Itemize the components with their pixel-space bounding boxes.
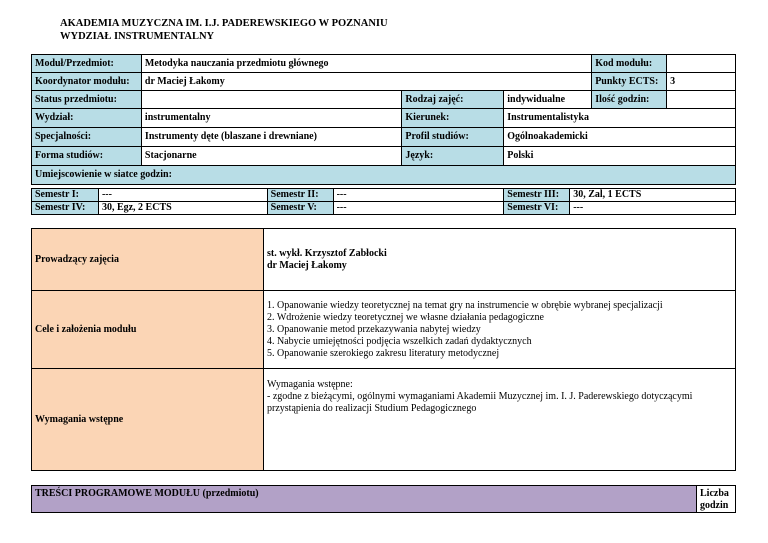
module-details-table (31, 228, 736, 471)
cele-value (264, 291, 736, 369)
umiejscowienie-label: Umiejscowienie w siatce godzin: (32, 166, 736, 185)
liczba-godzin-header (697, 486, 736, 513)
modul-value: Metodyka nauczania przedmiotu głównego (141, 55, 591, 73)
cele-line: 1. Opanowanie wiedzy teoretycznej na temat gry na instrumencie w obrębie wybranej specjalizacji (267, 299, 663, 311)
profil-value: Ogólnoakademicki (504, 128, 736, 147)
semester-4-label: Semestr IV: (32, 202, 99, 215)
status-label: Status przedmiotu: (32, 91, 142, 109)
specjalnosci-label: Specjalności: (32, 128, 142, 147)
prowadzacy-line: dr Maciej Łakomy (267, 259, 347, 271)
semester-4-value: 30, Egz, 2 ECTS (98, 202, 267, 215)
semester-2-value: --- (333, 189, 504, 202)
wymagania-line: - zgodne z bieżącymi, ogólnymi wymaganiami Akademii Muzycznej im. I. J. Paderewskiego dotyczącymi (267, 391, 693, 402)
status-value (141, 91, 401, 109)
cele-line: 3. Opanowanie metod przekazywania nabytej wiedzy (267, 323, 481, 335)
semester-1-label: Semestr I: (32, 189, 99, 202)
cele-line: 2. Wdrożenie wiedzy teoretycznej we własne działania pedagogiczne (267, 311, 544, 323)
koordynator-label: Koordynator modułu: (32, 73, 142, 91)
jezyk-label: Język: (402, 147, 504, 166)
module-info-table (31, 54, 736, 185)
semester-2-label: Semestr II: (267, 189, 333, 202)
rodzaj-label: Rodzaj zajęć: (402, 91, 504, 109)
semester-1-value: --- (98, 189, 267, 202)
semester-6-label: Semestr VI: (504, 202, 570, 215)
wydzial-label: Wydział: (32, 109, 142, 128)
wymagania-line: Wymagania wstępne: (267, 379, 353, 390)
semester-6-value: --- (570, 202, 736, 215)
semester-3-value: 30, Zal, 1 ECTS (570, 189, 736, 202)
prowadzacy-line: st. wykł. Krzysztof Zabłocki (267, 247, 387, 259)
semester-5-label: Semestr V: (267, 202, 333, 215)
ects-label: Punkty ECTS: (592, 73, 667, 91)
godzin-label: Ilość godzin: (592, 91, 667, 109)
kod-value (667, 55, 736, 73)
semester-3-label: Semestr III: (504, 189, 570, 202)
wymagania-label: Wymagania wstępne (32, 369, 264, 471)
koordynator-value: dr Maciej Łakomy (141, 73, 591, 91)
semester-table (31, 188, 736, 215)
academy-name: AKADEMIA MUZYCZNA IM. I.J. PADEREWSKIEGO W POZNANIU (60, 18, 388, 29)
tresci-title: TREŚCI PROGRAMOWE MODUŁU (przedmiotu) (32, 486, 697, 513)
semester-5-value: --- (333, 202, 504, 215)
liczba-line: Liczba (700, 488, 729, 499)
rodzaj-value: indywidualne (504, 91, 592, 109)
forma-value: Stacjonarne (141, 147, 401, 166)
cele-line: 4. Nabycie umiejętności podjęcia wszelkich zadań dydaktycznych (267, 335, 532, 347)
kierunek-value: Instrumentalistyka (504, 109, 736, 128)
tresci-header-table (31, 485, 736, 513)
wymagania-line: przystąpienia do realizacji Studium Pedagogicznego (267, 403, 477, 414)
prowadzacy-value (264, 229, 736, 291)
kod-label: Kod modułu: (592, 55, 667, 73)
jezyk-value: Polski (504, 147, 736, 166)
godzin-value (667, 91, 736, 109)
wydzial-value: instrumentalny (141, 109, 401, 128)
cele-label: Cele i założenia modułu (32, 291, 264, 369)
godzin-line: godzin (700, 500, 729, 511)
forma-label: Forma studiów: (32, 147, 142, 166)
specjalnosci-value: Instrumenty dęte (blaszane i drewniane) (141, 128, 401, 147)
modul-label: Moduł/Przedmiot: (32, 55, 142, 73)
ects-value: 3 (667, 73, 736, 91)
faculty-name: WYDZIAŁ INSTRUMENTALNY (60, 31, 215, 42)
wymagania-value (264, 369, 736, 471)
kierunek-label: Kierunek: (402, 109, 504, 128)
profil-label: Profil studiów: (402, 128, 504, 147)
cele-line: 5. Opanowanie szerokiego zakresu literatury metodycznej (267, 347, 500, 359)
document-header (60, 17, 388, 43)
prowadzacy-label: Prowadzący zajęcia (32, 229, 264, 291)
